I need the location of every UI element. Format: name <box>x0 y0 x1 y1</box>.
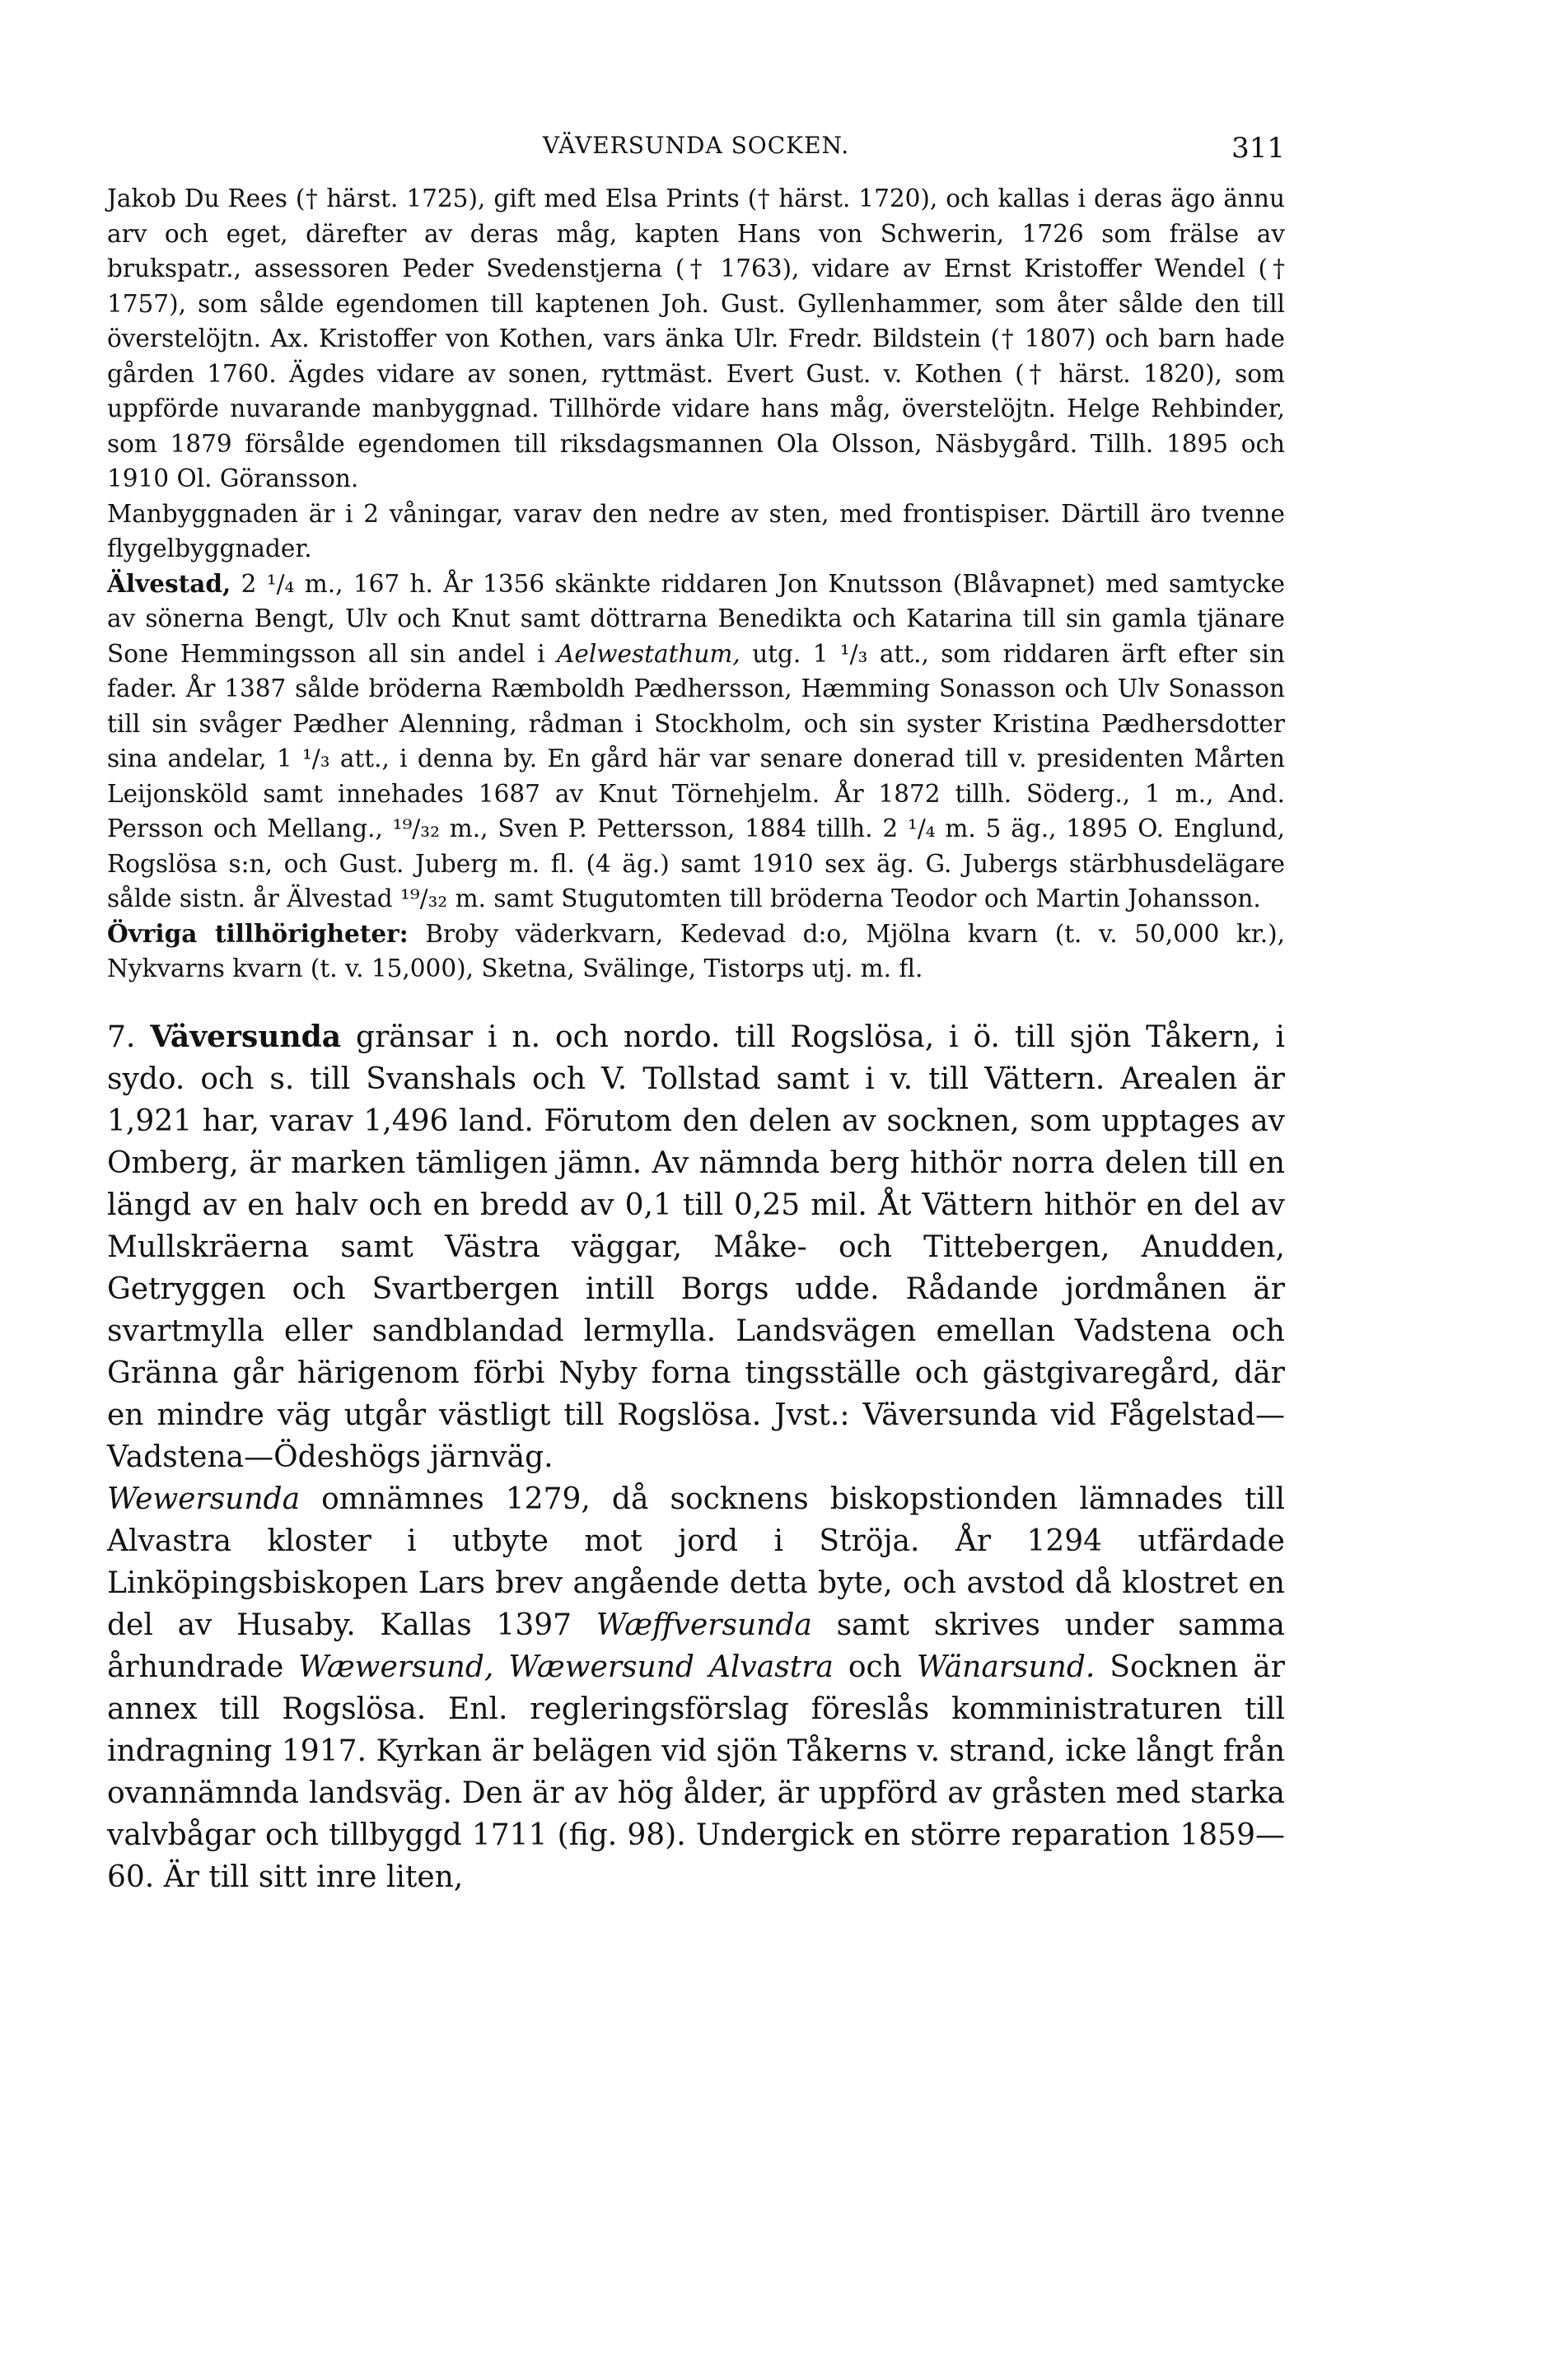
paragraph-text: Broby väderkvarn, Kedevad d:o, Mjölna kvarn (t. v. 50,000 kr.), Nykvarns kvarn (t. v. 15,000), Sketna, Svälinge, Tistorps utj. m. fl. <box>107 919 1285 982</box>
italic-term: Wewersunda <box>107 1482 301 1516</box>
parish-section <box>107 1016 1285 1898</box>
italic-term: Aelwestathum, <box>557 639 740 668</box>
paragraph-parish-history <box>107 1478 1285 1898</box>
paragraph-other-properties <box>107 917 1285 987</box>
running-title: VÄVERSUNDA SOCKEN. <box>542 132 850 159</box>
paragraph-text: utg. 1 ¹/₃ att., som riddaren ärft efter sin fader. År 1387 sålde bröderna Ræmboldh Pædhersson, Hæmming Sonasson och Ulv Sonasson till sin svåger Pædher Alenning, rådman i Stockholm, och sin syster Kristina Pædhersdotter sina andelar, 1 ¹/₃ att., i denna by. En gård här var senare donerad till v. presidenten Mårten Leijonsköld samt innehades 1687 av Knut Törnehjelm. År 1872 tillh. Söderg., 1 m., And. Persson och Mellang., ¹⁹/₃₂ m., Sven P. Pettersson, 1884 tillh. 2 ¹/₄ m. 5 äg., 1895 O. Englund, Rogslösa s:n, och Gust. Juberg m. fl. (4 äg.) samt 1910 sex äg. G. Jubergs stärbhusdelägare sålde sistn. år Älvestad ¹⁹/₃₂ m. samt Stugutomten till bröderna Teodor och Martin Johansson. <box>107 639 1285 912</box>
book-page <box>107 132 1285 1898</box>
entry-heading: Älvestad, <box>107 568 231 598</box>
paragraph-text: 2 ¹/₄ m., 167 h. År 1356 skänkte riddaren Jon Knutsson (Blåvapnet) med samtycke av sönerna Bengt, Ulv och Knut samt döttrarna Benedikta och Katarina till sin gamla tjänare Sone Hemmingsson all sin andel i <box>107 569 1285 668</box>
paragraph-parish-description <box>107 1016 1285 1478</box>
section-number: 7. <box>107 1020 136 1054</box>
paragraph-ownership-history <box>107 181 1285 497</box>
paragraph-text: samt skrives under samma århundrade <box>107 1608 1285 1684</box>
parish-heading: Väversunda <box>150 1019 342 1054</box>
small-print-section <box>107 181 1285 987</box>
entry-heading: Övriga tillhörigheter: <box>107 918 409 948</box>
italic-term: Wæffversunda <box>596 1608 812 1642</box>
paragraph-text: Socknen är annex till Rogslösa. Enl. regleringsförslag föreslås komministraturen till indragning 1917. Kyrkan är belägen vid sjön Tåkerns v. strand, icke långt från ovannämnda landsväg. Den är av hög ålder, är uppförd av gråsten med starka valvbågar och tillbyggd 1711 (fig. 98). Undergick en större reparation 1859—60. Är till sitt inre liten, <box>107 1650 1285 1894</box>
paragraph-text: Jakob Du Rees († härst. 1725), gift med Elsa Prints († härst. 1720), och kallas i deras ägo ännu arv och eget, därefter av deras måg, kapten Hans von Schwerin, 1726 som frälse av brukspatr., assessoren Peder Svedenstjerna († 1763), vidare av Ernst Kristoffer Wendel († 1757), som sålde egendomen till kaptenen Joh. Gust. Gyllenhammer, som åter sålde den till överstelöjtn. Ax. Kristoffer von Kothen, vars änka Ulr. Fredr. Bildstein († 1807) och barn hade gården 1760. Ägdes vidare av sonen, ryttmäst. Evert Gust. v. Kothen († härst. 1820), som uppförde nuvarande manbyggnad. Tillhörde vidare hans måg, överstelöjtn. Helge Rehbinder, som 1879 försålde egendomen till riksdagsmannen Ola Olsson, Näsbygård. Tillh. 1895 och 1910 Ol. Göransson. <box>107 184 1285 492</box>
paragraph-text: omnämnes 1279, då socknens biskopstionden lämnades till Alvastra kloster i utbyte mot jord i Ströja. År 1294 utfärdade Linköpingsbiskopen Lars brev angående detta byte, och avstod då klostret en del av Husaby. Kallas 1397 <box>107 1482 1285 1642</box>
page-number: 311 <box>1231 132 1285 165</box>
paragraph-manor-building <box>107 497 1285 567</box>
paragraph-text: Manbyggnaden är i 2 våningar, varav den nedre av sten, med frontispiser. Därtill äro tvenne flygelbyggnader. <box>107 499 1285 562</box>
page-header <box>107 132 1285 181</box>
paragraph-alvestad <box>107 567 1285 917</box>
paragraph-text: gränsar i n. och nordo. till Rogslösa, i ö. till sjön Tåkern, i sydo. och s. till Svanshals och V. Tollstad samt i v. till Vättern. Arealen är 1,921 har, varav 1,496 land. Förutom den delen av socknen, som upptages av Omberg, är marken tämligen jämn. Av nämnda berg hithör norra delen till en längd av en halv och en bredd av 0,1 till 0,25 mil. Åt Vättern hithör en del av Mullskräerna samt Västra väggar, Måke- och Tittebergen, Anudden, Getryggen och Svartbergen intill Borgs udde. Rådande jordmånen är svartmylla eller sandblandad lermylla. Landsvägen emellan Vadstena och Gränna går härigenom förbi Nyby forna tingsställe och gästgivaregård, där en mindre väg utgår västligt till Rogslösa. Jvst.: Väversunda vid Fågelstad—Vadstena—Ödeshögs järnväg. <box>107 1020 1285 1474</box>
italic-term: Wänarsund. <box>916 1650 1096 1684</box>
paragraph-text: och <box>833 1650 917 1684</box>
italic-term: Wæwersund, Wæwersund Alvastra <box>298 1650 834 1684</box>
